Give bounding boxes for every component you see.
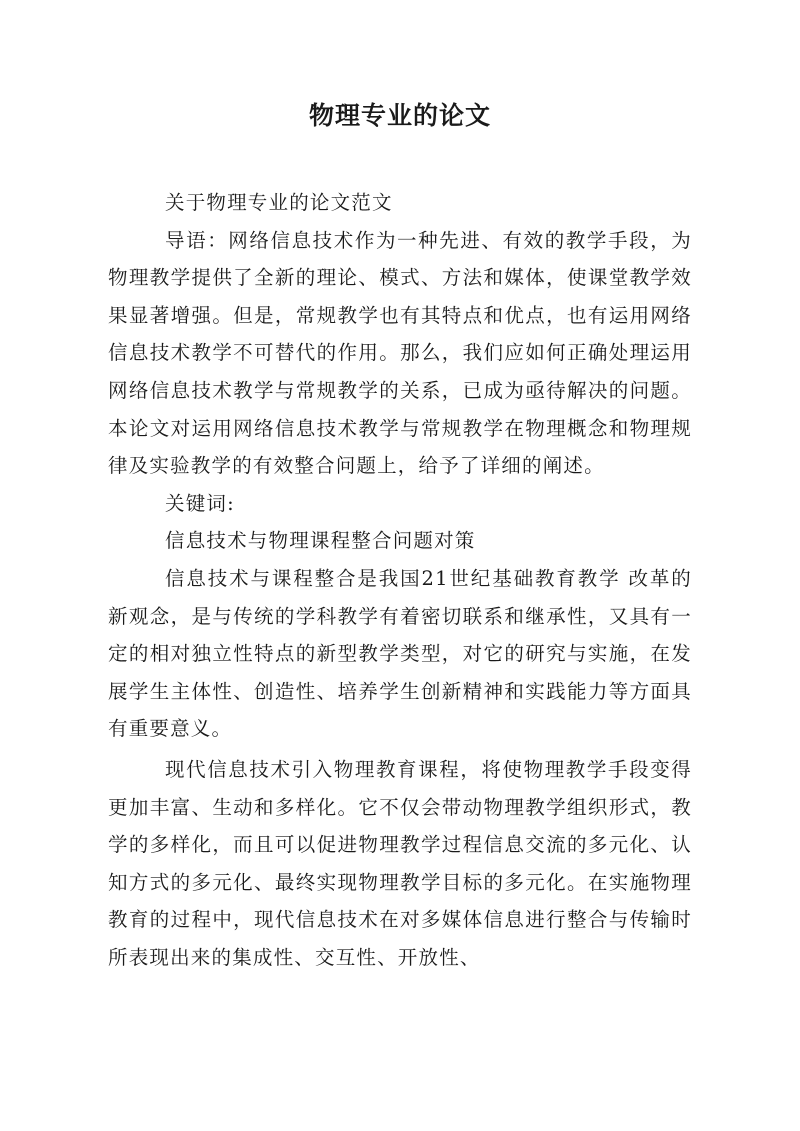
paragraph-integration: 信息技术与课程整合是我国21世纪基础教育教学 改革的新观念，是与传统的学科教学有着密切联系和继承性，又具有一定的相对独立性特点的新型教学类型，对它的研究与实施，在发展学生主体性、创造性、培养学生创新精神和实践能力等方面具有重要意义。 <box>108 566 692 741</box>
paragraph-subtitle: 关于物理专业的论文范文 <box>165 191 393 214</box>
page-title: 物理专业的论文 <box>308 101 491 130</box>
paragraph-modern-technology: 现代信息技术引入物理教育课程，将使物理教学手段变得更加丰富、生动和多样化。它不仅会带动物理教学组织形式，教学的多样化，而且可以促进物理教学过程信息交流的多元化、认知方式的多元化、最终实现物理教学目标的多元化。在实施物理教育的过程中，现代信息技术在对多媒体信息进行整合与传输时所表现出来的集成性、交互性、开放性、 <box>108 757 692 969</box>
document-body <box>108 184 692 976</box>
paragraph-introduction: 导语：网络信息技术作为一种先进、有效的教学手段，为物理教学提供了全新的理论、模式、方法和媒体，使课堂教学效果显著增强。但是，常规教学也有其特点和优点，也有运用网络信息技术教学不可替代的作用。那么，我们应如何正确处理运用网络信息技术教学与常规教学的关系，已成为亟待解决的问题。本论文对运用网络信息技术教学与常规教学在物理概念和物理规律及实验教学的有效整合问题上，给予了详细的阐述。 <box>108 228 692 478</box>
paragraph-keywords: 信息技术与物理课程整合问题对策 <box>165 529 476 553</box>
paragraph-keywords-label: 关键词: <box>165 491 235 515</box>
